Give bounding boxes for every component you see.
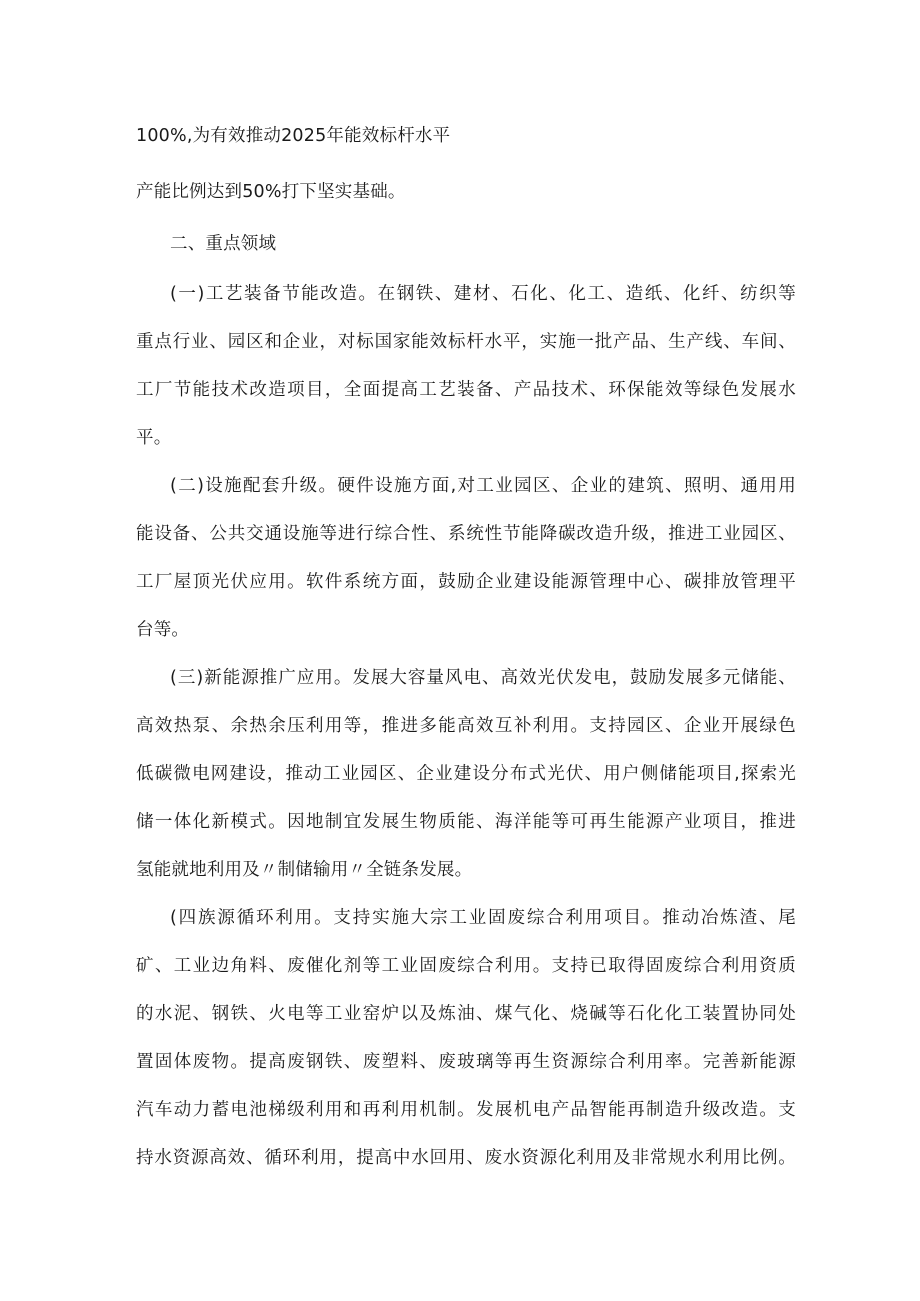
paragraph-2-line-2: 能设备、公共交通设施等进行综合性、系统性节能降碳改造升级，推进工业园区、 — [136, 524, 796, 544]
section-heading: 二、重点领域 — [170, 234, 277, 254]
paragraph-2-line-4: 台等。 — [136, 620, 190, 640]
paragraph-1-line-4: 平。 — [136, 428, 172, 448]
paragraph-4-line-3: 的水泥、钢铁、火电等工业窑炉以及炼油、煤气化、烧碱等石化化工装置协同处 — [136, 1004, 796, 1024]
paragraph-1-line-3: 工厂节能技术改造项目，全面提高工艺装备、产品技术、环保能效等绿色发展水 — [136, 380, 796, 400]
paragraph-3-line-2: 高效热泵、余热余压利用等，推进多能高效互补利用。支持园区、企业开展绿色 — [136, 716, 796, 736]
paragraph-4-line-1: (四族源循环利用。支持实施大宗工业固废综合利用项目。推动冶炼渣、尾 — [170, 908, 796, 928]
paragraph-4-line-6: 持水资源高效、循环利用，提高中水回用、废水资源化利用及非常规水利用比例。 — [136, 1148, 796, 1168]
paragraph-3-line-5: 氢能就地利用及〃制储输用〃全链条发展。 — [136, 860, 473, 880]
paragraph-1-line-1: (一)工艺装备节能改造。在钢铁、建材、石化、化工、造纸、化纤、纺织等 — [170, 284, 796, 304]
paragraph-3-line-3: 低碳微电网建设，推动工业园区、企业建设分布式光伏、用户侧储能项目,探索光 — [136, 764, 796, 784]
paragraph-4-line-4: 置固体废物。提高废钢铁、废塑料、废玻璃等再生资源综合利用率。完善新能源 — [136, 1052, 796, 1072]
intro-line-1: 100%,为有效推动2025年能效标杆水平 — [136, 126, 451, 146]
paragraph-4-line-2: 矿、工业边角料、废催化剂等工业固废综合利用。支持已取得固废综合利用资质 — [136, 956, 796, 976]
intro-line-2: 产能比例达到50%打下坚实基础。 — [136, 182, 406, 202]
paragraph-1-line-2: 重点行业、园区和企业，对标国家能效标杆水平，实施一批产品、生产线、车间、 — [136, 332, 796, 352]
paragraph-4-line-5: 汽车动力蓄电池梯级利用和再利用机制。发展机电产品智能再制造升级改造。支 — [136, 1100, 796, 1120]
paragraph-3-line-4: 储一体化新模式。因地制宜发展生物质能、海洋能等可再生能源产业项目，推进 — [136, 812, 796, 832]
paragraph-2-line-3: 工厂屋顶光伏应用。软件系统方面，鼓励企业建设能源管理中心、碳排放管理平 — [136, 572, 796, 592]
paragraph-2-line-1: (二)设施配套升级。硬件设施方面,对工业园区、企业的建筑、照明、通用用 — [170, 476, 796, 496]
paragraph-3-line-1: (三)新能源推广应用。发展大容量风电、高效光伏发电，鼓励发展多元储能、 — [170, 668, 796, 688]
